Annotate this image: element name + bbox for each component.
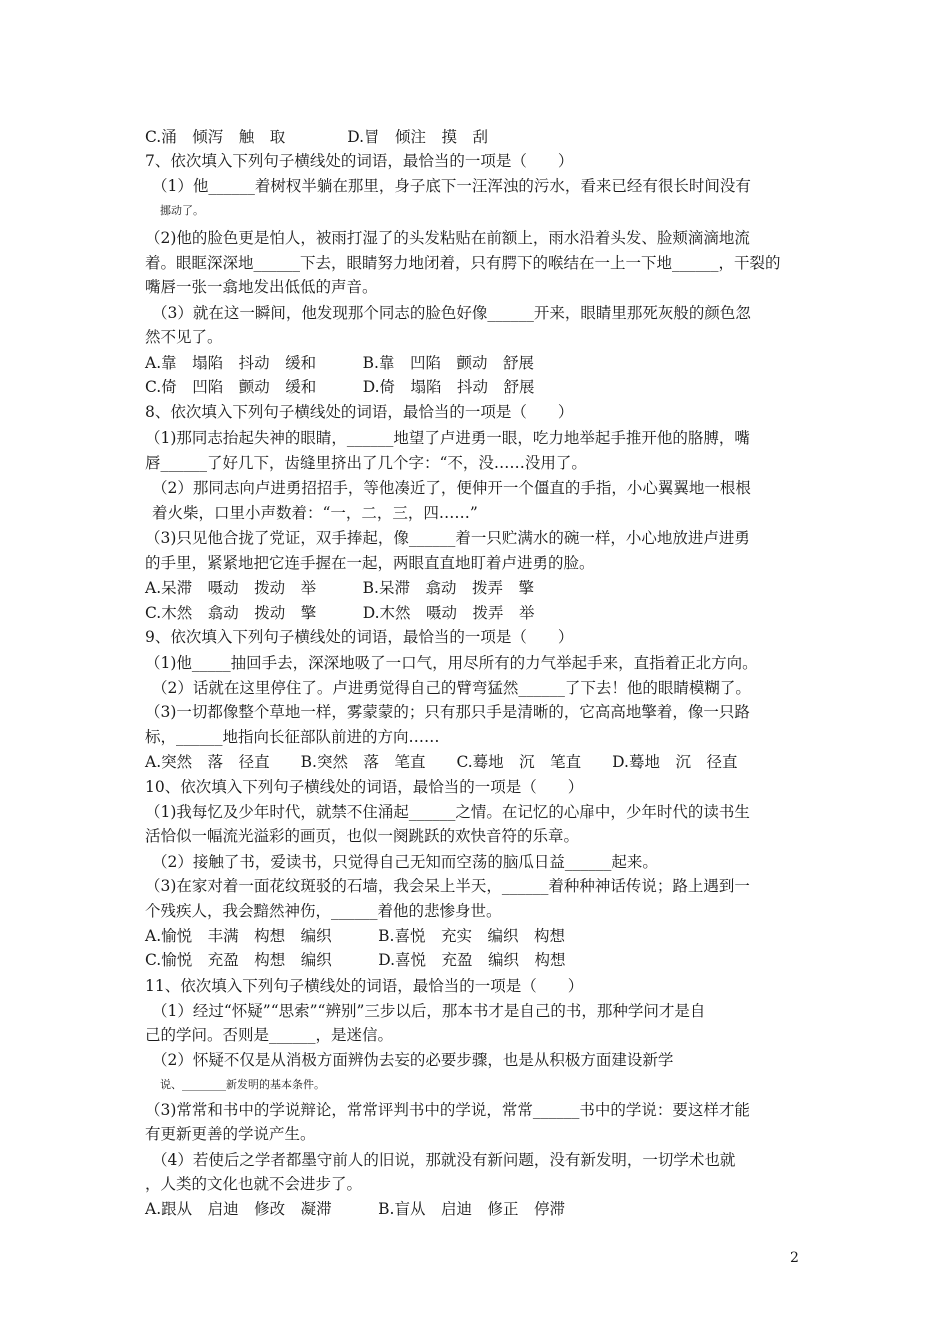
- question-9-sentence-3: （3)一切都像整个草地一样，雾蒙蒙的；只有那只手是清晰的，它高高地擎着，像一只路: [145, 703, 750, 721]
- question-11-options-a-b: A.跟从 启迪 修改 凝滞 B.盲从 启迪 修正 停滞: [145, 1200, 565, 1218]
- option-line-prev-c-d: C.涌 倾泻 触 取 D.冒 倾注 摸 刮: [145, 128, 489, 146]
- question-7-sentence-3: （3）就在这一瞬间，他发现那个同志的脸色好像______开来，眼睛里那死灰般的颜色忽: [152, 304, 751, 322]
- question-10-options-c-d: C.愉悦 充盈 构想 编织 D.喜悦 充盈 编织 构想: [145, 951, 566, 969]
- question-10-sentence-3: （3)在家对着一面花纹斑驳的石墙，我会呆上半天，______着种种神话传说；路上遇到一: [145, 877, 750, 895]
- question-7-sentence-1-cont: 挪动了。: [160, 204, 204, 217]
- question-8-sentence-1-cont: 唇______了好几下，齿缝里挤出了几个字：“不，没……没用了。: [145, 454, 587, 472]
- question-7-sentence-2-cont2: 嘴唇一张一翕地发出低低的声音。: [145, 278, 378, 296]
- question-8-options-a-b: A.呆滞 嗫动 拨动 举 B.呆滞 翕动 拨弄 擎: [145, 579, 534, 597]
- question-11-sentence-4-cont: ，人类的文化也就不会进步了。: [145, 1175, 363, 1193]
- question-7-sentence-2-cont: 着。眼眶深深地______下去，眼睛努力地闭着，只有腭下的喉结在一上一下地______，干裂的: [145, 254, 781, 272]
- question-8-options-c-d: C.木然 翕动 拨动 擎 D.木然 嗫动 拨弄 举: [145, 604, 535, 622]
- question-9-options: A.突然 落 径直 B.突然 落 笔直 C.蓦地 沉 笔直 D.蓦地 沉 径直: [145, 753, 738, 771]
- question-7-stem: 7、依次填入下列句子横线处的词语，最恰当的一项是（ ）: [145, 152, 574, 170]
- question-11-sentence-4: （4）若使后之学者都墨守前人的旧说，那就没有新问题，没有新发明，一切学术也就: [152, 1151, 736, 1169]
- question-11-sentence-3-cont: 有更新更善的学说产生。: [145, 1125, 316, 1143]
- question-11-sentence-3: （3)常常和书中的学说辩论，常常评判书中的学说，常常______书中的学说：要这样才能: [145, 1101, 750, 1119]
- question-10-stem: 10、依次填入下列句子横线处的词语，最恰当的一项是（ ）: [145, 778, 584, 796]
- page-number: 2: [790, 1250, 799, 1266]
- question-8-sentence-2: （2）那同志向卢进勇招招手，等他凑近了，便伸开一个僵直的手指，小心翼翼地一根根: [152, 479, 751, 497]
- question-11-sentence-1-cont: 己的学问。否则是______，是迷信。: [145, 1026, 394, 1044]
- question-7-sentence-1: （1）他______着树杈半躺在那里，身子底下一汪浑浊的污水，看来已经有很长时间没有: [152, 177, 751, 195]
- question-7-options-a-b: A.靠 塌陷 抖动 缓和 B.靠 凹陷 颤动 舒展: [145, 354, 534, 372]
- question-10-options-a-b: A.愉悦 丰满 构想 编织 B.喜悦 充实 编织 构想: [145, 927, 565, 945]
- question-9-sentence-1: （1)他_____抽回手去，深深地吸了一口气，用尽所有的力气举起手来，直指着正北方向。: [145, 654, 758, 672]
- question-10-sentence-1-cont: 活恰似一幅流光溢彩的画页，也似一阕跳跃的欢快音符的乐章。: [145, 827, 580, 845]
- question-10-sentence-1: （1)我每忆及少年时代，就禁不住涌起______之情。在记忆的心扉中，少年时代的读书生: [145, 803, 750, 821]
- question-9-sentence-3-cont: 标，______地指向长征部队前进的方向……: [145, 728, 440, 746]
- question-7-sentence-3-cont: 然不见了。: [145, 328, 223, 346]
- question-11-sentence-2: （2）怀疑不仅是从消极方面辨伪去妄的必要步骤，也是从积极方面建设新学: [152, 1051, 674, 1069]
- question-8-sentence-1: （1)那同志抬起失神的眼睛，______地望了卢进勇一眼，吃力地举起手推开他的胳膊，嘴: [145, 429, 750, 447]
- question-8-sentence-3: （3)只见他合拢了党证，双手捧起，像______着一只贮满水的碗一样，小心地放进卢进勇: [145, 529, 750, 547]
- question-9-stem: 9、依次填入下列句子横线处的词语，最恰当的一项是（ ）: [145, 628, 574, 646]
- question-11-sentence-2-cont: 说、________新发明的基本条件。: [160, 1078, 325, 1091]
- question-7-sentence-2: （2)他的脸色更是怕人，被雨打湿了的头发粘贴在前额上，雨水沿着头发、脸颊滴滴地流: [145, 229, 750, 247]
- question-10-sentence-2: （2）接触了书，爱读书，只觉得自己无知而空荡的脑瓜日益______起来。: [152, 853, 658, 871]
- question-8-sentence-2-cont: 着火柴，口里小声数着：“一，二，三，四……”: [152, 504, 478, 522]
- question-11-sentence-1: （1）经过“怀疑”“思索”“辨别”三步以后，那本书才是自己的书，那种学问才是自: [152, 1002, 706, 1020]
- question-8-stem: 8、依次填入下列句子横线处的词语，最恰当的一项是（ ）: [145, 403, 574, 421]
- question-9-sentence-2: （2）话就在这里停住了。卢进勇觉得自己的臂弯猛然______了下去！他的眼睛模糊了。: [152, 679, 751, 697]
- question-10-sentence-3-cont: 个残疾人，我会黯然神伤，______着他的悲惨身世。: [145, 902, 502, 920]
- question-11-stem: 11、依次填入下列句子横线处的词语，最恰当的一项是（ ）: [145, 977, 584, 995]
- question-8-sentence-3-cont: 的手里，紧紧地把它连手握在一起，两眼直直地盯着卢进勇的脸。: [145, 554, 595, 572]
- question-7-options-c-d: C.倚 凹陷 颤动 缓和 D.倚 塌陷 抖动 舒展: [145, 378, 535, 396]
